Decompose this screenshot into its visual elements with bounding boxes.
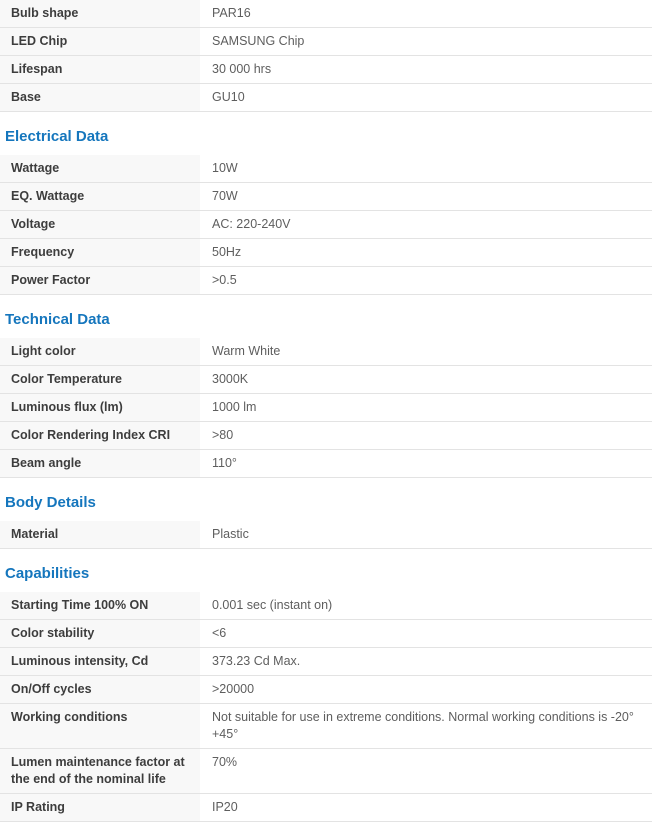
spec-label: Color Temperature: [0, 366, 200, 393]
spec-row: [0, 56, 652, 84]
spec-value: 70W: [212, 189, 238, 203]
spec-label: On/Off cycles: [0, 676, 200, 703]
spec-row: [0, 338, 652, 366]
spec-row: [0, 450, 652, 478]
spec-label: Bulb shape: [0, 0, 200, 27]
spec-label: Color stability: [0, 620, 200, 647]
spec-row: [0, 239, 652, 267]
spec-row: [0, 394, 652, 422]
spec-value: 30 000 hrs: [212, 62, 272, 76]
spec-label: Frequency: [0, 239, 200, 266]
spec-row: [0, 794, 652, 822]
spec-row: [0, 592, 652, 620]
spec-table: [0, 592, 652, 822]
spec-value: 3000K: [212, 372, 249, 386]
spec-row: [0, 648, 652, 676]
spec-label: Beam angle: [0, 450, 200, 477]
spec-label: Color Rendering Index CRI: [0, 422, 200, 449]
spec-section: [0, 310, 652, 478]
spec-value: 0.001 sec (instant on): [212, 598, 333, 612]
section-heading: Capabilities: [5, 565, 90, 582]
spec-value: 10W: [212, 161, 238, 175]
spec-value: IP20: [212, 800, 238, 814]
spec-value: Not suitable for use in extreme conditions. Normal working conditions is -20° +45°: [212, 710, 634, 741]
spec-row: [0, 620, 652, 648]
spec-row: [0, 422, 652, 450]
spec-value: 110°: [212, 456, 237, 470]
spec-section: [0, 564, 652, 822]
spec-value: >0.5: [212, 273, 237, 287]
spec-label: Base: [0, 84, 200, 111]
spec-row: [0, 366, 652, 394]
section-heading: Technical Data: [5, 311, 110, 328]
section-heading: Electrical Data: [5, 128, 109, 145]
spec-table: [0, 338, 652, 478]
spec-label: LED Chip: [0, 28, 200, 55]
spec-row: [0, 211, 652, 239]
spec-table: [0, 521, 652, 549]
spec-row: [0, 84, 652, 112]
section-heading: Body Details: [5, 494, 96, 511]
spec-value: 50Hz: [212, 245, 242, 259]
spec-row: [0, 155, 652, 183]
spec-row: [0, 749, 652, 794]
spec-section: [0, 0, 652, 112]
spec-section: [0, 493, 652, 549]
spec-label: Voltage: [0, 211, 200, 238]
spec-label: Power Factor: [0, 267, 200, 294]
spec-table: [0, 155, 652, 295]
spec-label: Lumen maintenance factor at the end of the nominal life: [0, 749, 200, 793]
spec-value: PAR16: [212, 6, 251, 20]
spec-table: [0, 0, 652, 112]
spec-value: 1000 lm: [212, 400, 257, 414]
spec-value: SAMSUNG Chip: [212, 34, 305, 48]
spec-label: Light color: [0, 338, 200, 365]
spec-row: [0, 267, 652, 295]
spec-row: [0, 28, 652, 56]
spec-value: GU10: [212, 90, 245, 104]
spec-row: [0, 676, 652, 704]
spec-label: Luminous flux (lm): [0, 394, 200, 421]
spec-row: [0, 183, 652, 211]
spec-label: Wattage: [0, 155, 200, 182]
spec-label: Starting Time 100% ON: [0, 592, 200, 619]
spec-value: 373.23 Cd Max.: [212, 654, 301, 668]
spec-value: <6: [212, 626, 227, 640]
spec-row: [0, 521, 652, 549]
spec-label: EQ. Wattage: [0, 183, 200, 210]
spec-row: [0, 704, 652, 749]
spec-section: [0, 127, 652, 295]
spec-value: >80: [212, 428, 234, 442]
spec-label: Working conditions: [0, 704, 200, 748]
spec-label: Lifespan: [0, 56, 200, 83]
spec-row: [0, 0, 652, 28]
spec-value: AC: 220-240V: [212, 217, 291, 231]
spec-value: >20000: [212, 682, 255, 696]
spec-value: Plastic: [212, 527, 249, 541]
spec-label: Material: [0, 521, 200, 548]
spec-label: IP Rating: [0, 794, 200, 821]
spec-value: 70%: [212, 755, 238, 769]
spec-label: Luminous intensity, Cd: [0, 648, 200, 675]
spec-value: Warm White: [212, 344, 281, 358]
